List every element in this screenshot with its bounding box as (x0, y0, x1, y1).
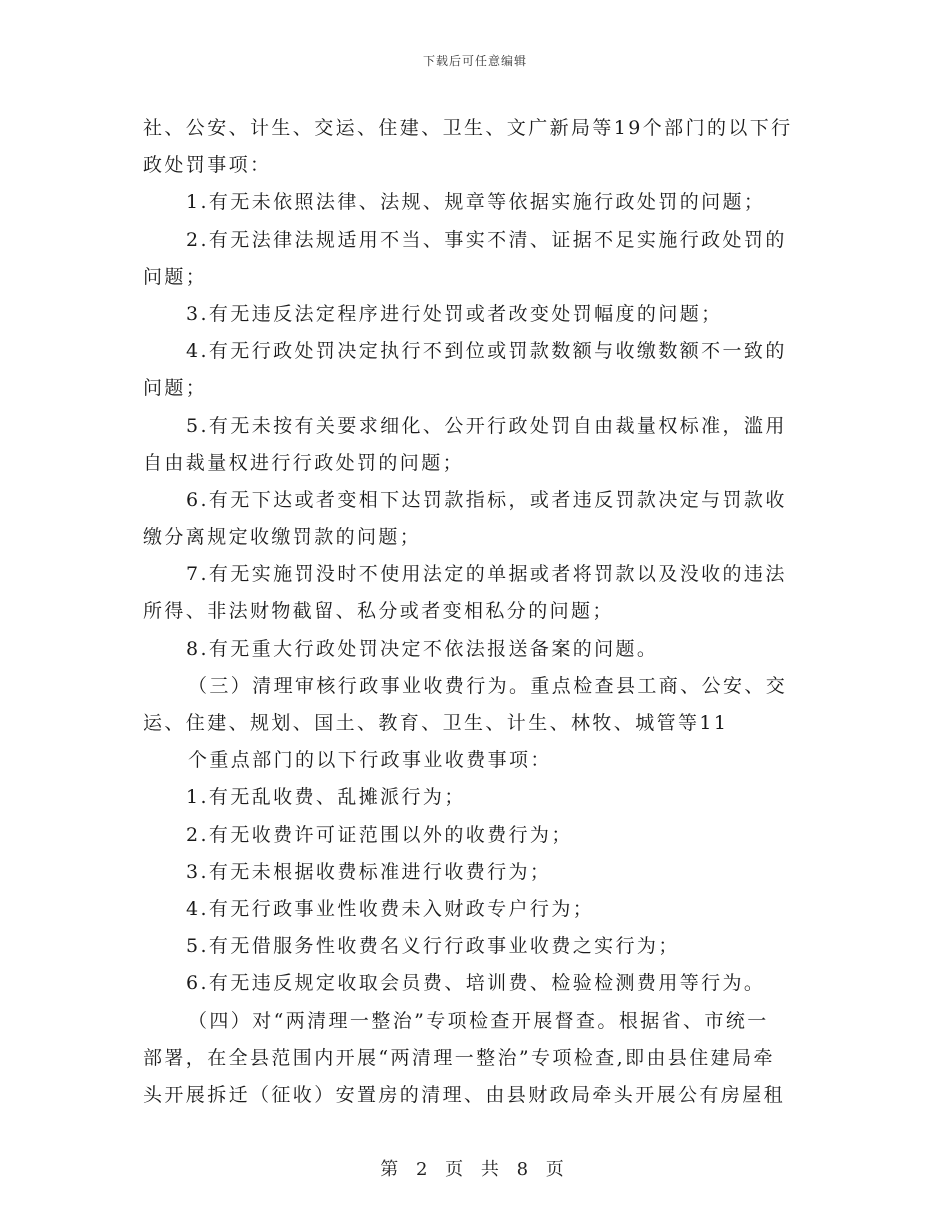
paragraph-line: 自由裁量权进行行政处罚的问题； (143, 451, 465, 474)
page-number: 第 2 页 共 8 页 (380, 1159, 570, 1180)
paragraph-line: 8.有无重大行政处罚决定不依法报送备案的问题。 (186, 637, 659, 660)
paragraph-line: 个重点部门的以下行政事业收费事项： (188, 749, 552, 772)
paragraph-line: 1.有无未依照法律、法规、规章等依据实施行政处罚的问题； (186, 191, 766, 214)
paragraph-line: 5.有无借服务性收费名义行行政事业收费之实行为； (186, 935, 680, 958)
paragraph-line: 1.有无乱收费、乱摊派行为； (186, 786, 466, 809)
paragraph-line: 社、公安、计生、交运、住建、卫生、文广新局等19个部门的以下行 (143, 117, 793, 139)
paragraph-line: 头开展拆迁（征收）安置房的清理、由县财政局牵头开展公有房屋租 (143, 1083, 786, 1106)
paragraph-line: 问题； (143, 265, 208, 288)
paragraph-line: 6.有无违反规定收取会员费、培训费、检验检测费用等行为。 (186, 972, 766, 995)
paragraph-line: 所得、非法财物截留、私分或者变相私分的问题； (143, 600, 614, 623)
paragraph-line: 政处罚事项： (143, 154, 272, 177)
paragraph-line: 部署，在全县范围内开展“两清理一整治”专项检查,即由县住建局牵 (143, 1046, 775, 1069)
paragraph-line: （四）对“两清理一整治”专项检查开展督查。根据省、市统一 (188, 1009, 769, 1032)
paragraph-line: 问题； (143, 377, 208, 400)
paragraph-line: 5.有无未按有关要求细化、公开行政处罚自由裁量权标准，滥用 (186, 414, 787, 437)
paragraph-line: 2.有无法律法规适用不当、事实不清、证据不足实施行政处罚的 (186, 228, 787, 251)
page-header: 下载后可任意编辑 (422, 54, 527, 68)
paragraph-line: 缴分离规定收缴罚款的问题； (143, 526, 422, 549)
paragraph-line: 2.有无收费许可证范围以外的收费行为； (186, 823, 573, 846)
paragraph-line: （三）清理审核行政事业收费行为。重点检查县工商、公安、交 (188, 674, 788, 697)
paragraph-line: 运、住建、规划、国土、教育、卫生、计生、林牧、城管等11 (143, 712, 729, 734)
document-body (143, 110, 803, 1114)
paragraph-line: 3.有无未根据收费标准进行收费行为； (186, 860, 552, 883)
paragraph-line: 4.有无行政事业性收费未入财政专户行为； (186, 897, 595, 920)
paragraph-line: 3.有无违反法定程序进行处罚或者改变处罚幅度的问题； (186, 302, 723, 325)
paragraph-line: 7.有无实施罚没时不使用法定的单据或者将罚款以及没收的违法 (186, 563, 787, 586)
paragraph-line: 4.有无行政处罚决定执行不到位或罚款数额与收缴数额不一致的 (186, 340, 787, 363)
paragraph-line: 6.有无下达或者变相下达罚款指标，或者违反罚款决定与罚款收 (186, 488, 787, 511)
